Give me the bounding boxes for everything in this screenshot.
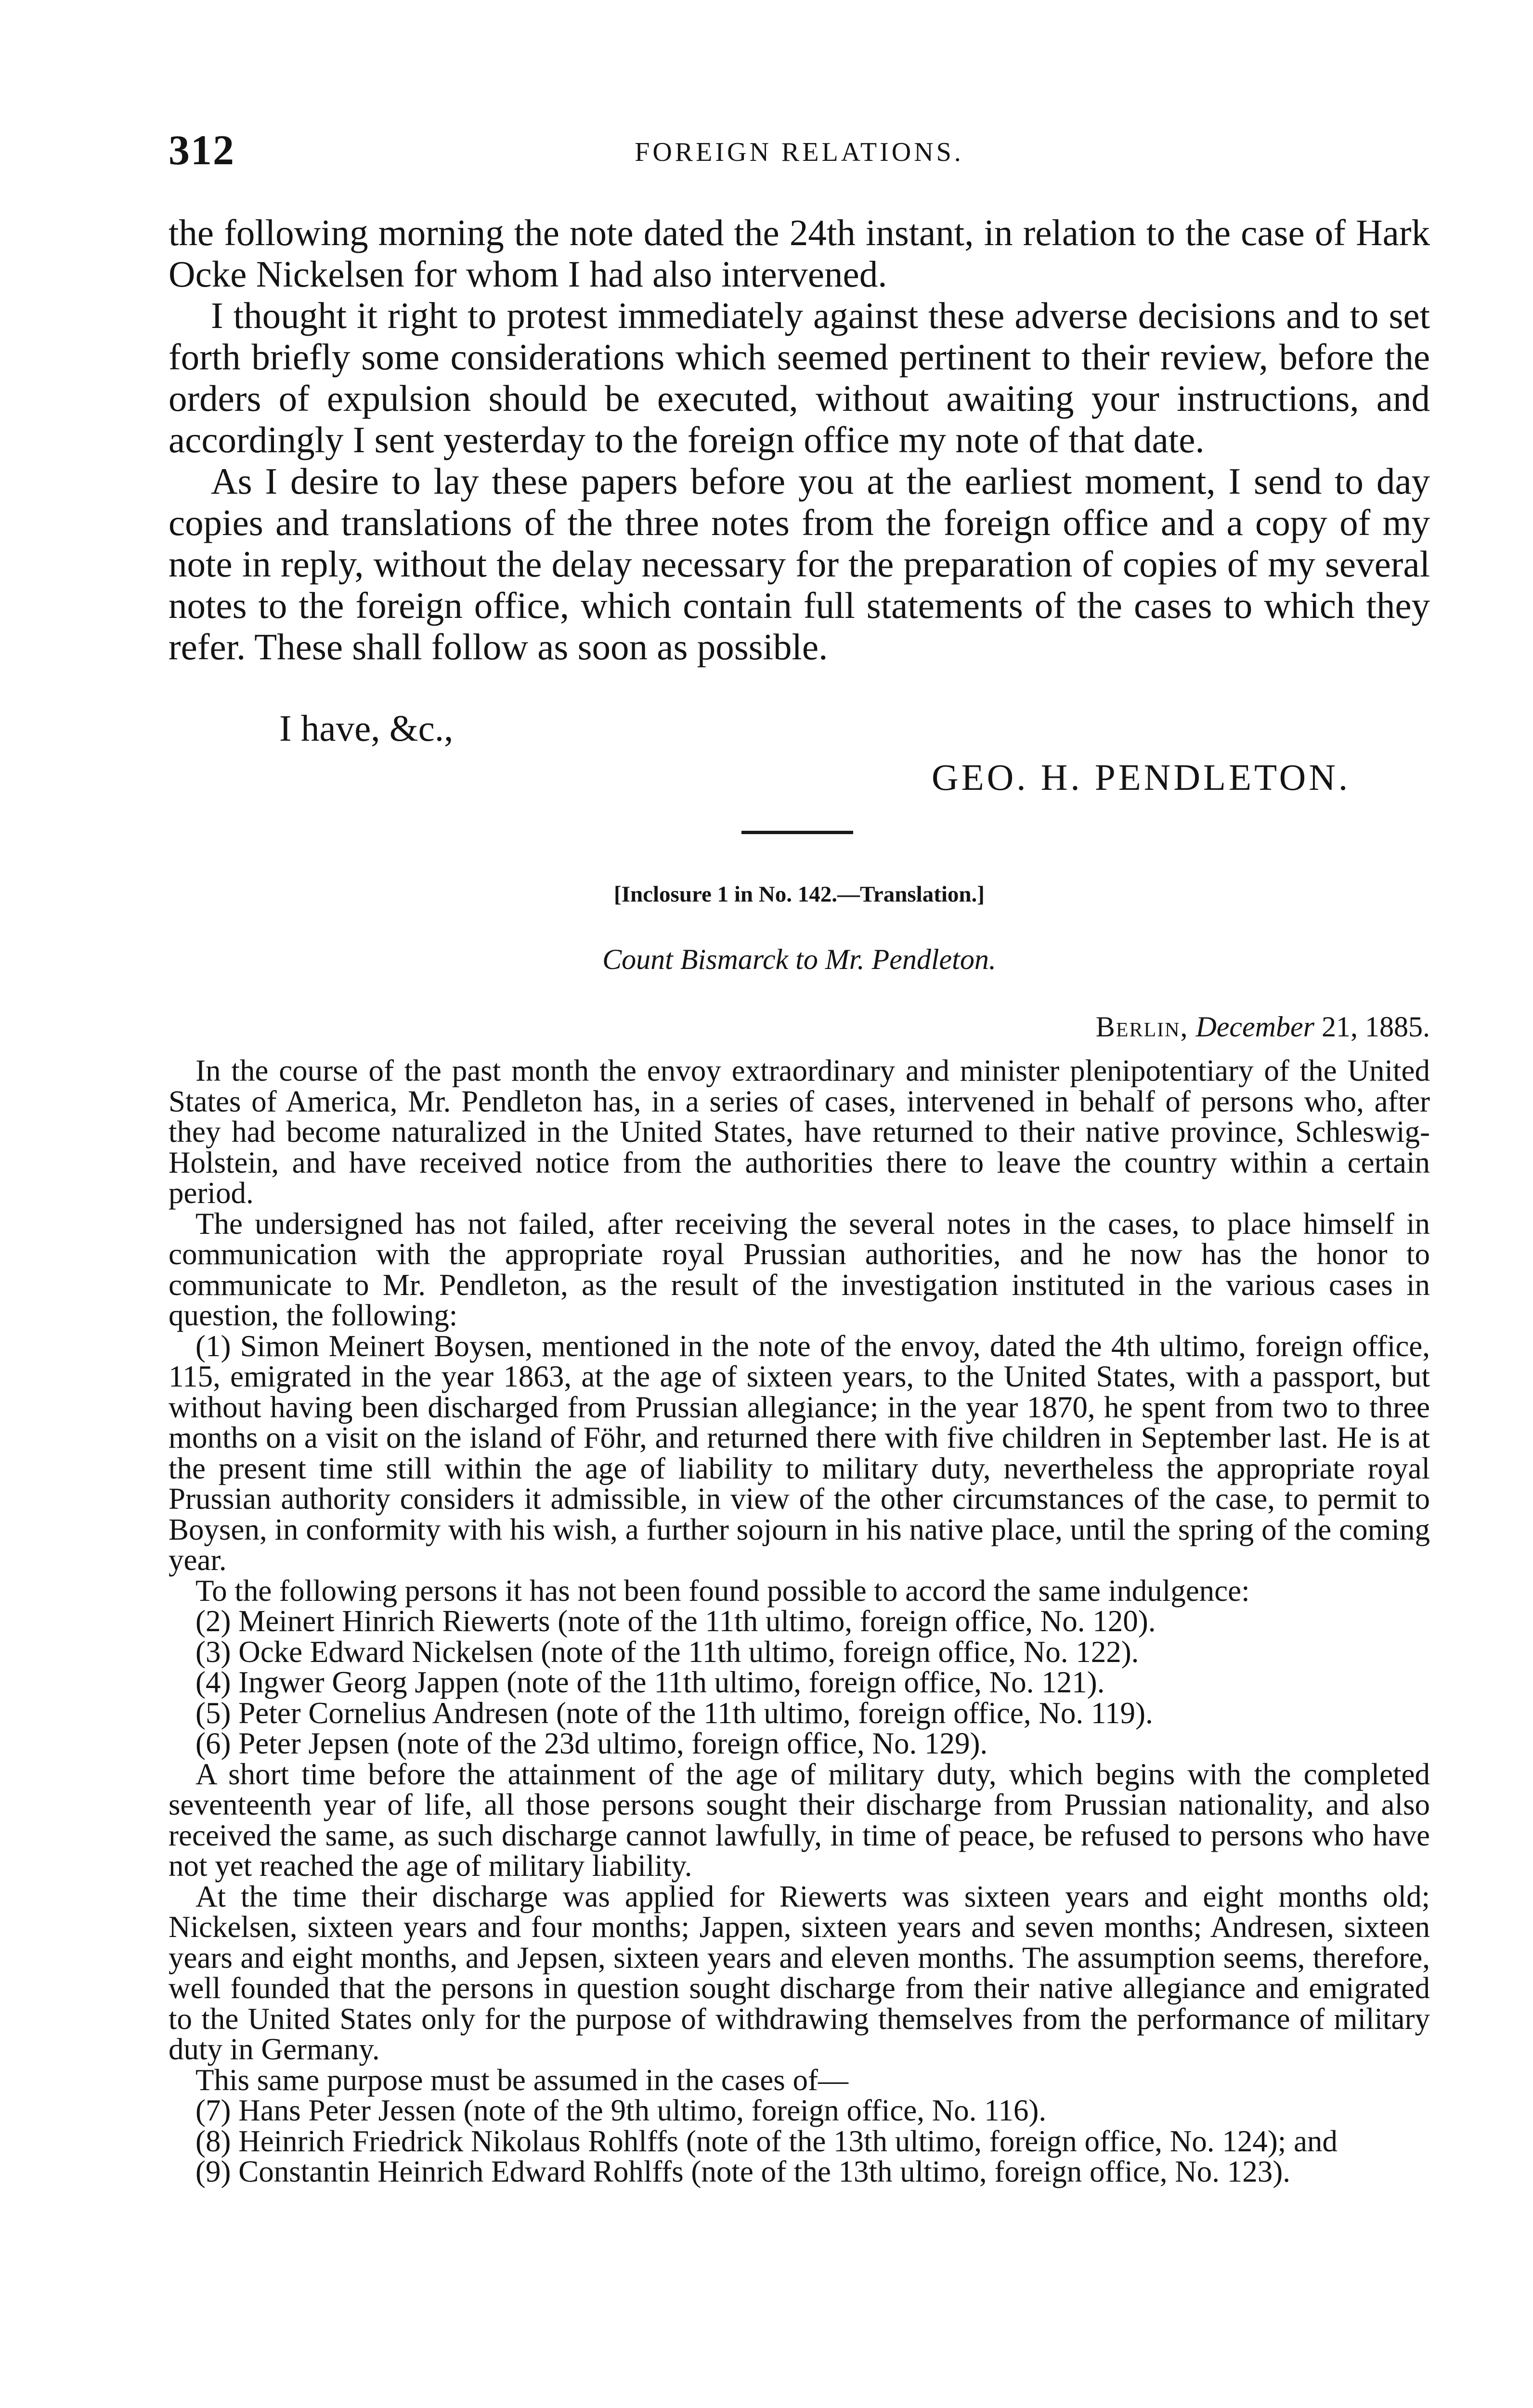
letter-item: (4) Ingwer Georg Jappen (note of the 11th ultimo, foreign office, No. 121). (195, 1665, 1105, 1699)
body-paragraph: the following morning the note dated the 24th instant, in relation to the case of Hark Ocke Nickelsen for whom I had also intervened. (169, 212, 1430, 295)
letter-item: (3) Ocke Edward Nickelsen (note of the 11th ultimo, foreign office, No. 122). (195, 1635, 1139, 1669)
letter-item: (8) Heinrich Friedrick Nikolaus Rohlffs (note of the 13th ultimo, foreign office, No. 124); and (195, 2124, 1338, 2158)
letter-paragraph: At the time their discharge was applied for Riewerts was sixteen years and eight months old; Nickelsen, sixteen years and four months; Jappen, sixteen years and seven months; Andresen, sixteen years and eight months, and Jepsen, sixteen years and eleven months. The assumption seems, therefore, well founded that the persons in question sought discharge from their native allegiance and emigrated to the United States only for the purpose of withdrawing themselves from the performance of military duty in Germany. (169, 1879, 1430, 2066)
letter-paragraph: In the course of the past month the envoy extraordinary and minister plenipotentiary of the United States of America, Mr. Pendleton has, in a series of cases, intervened in behalf of persons who, after they had become naturalized in the United States, have returned to their native province, Schleswig-Holstein, and have received notice from the authorities there to leave the country within a certain period. (169, 1054, 1430, 1210)
letter-item: (5) Peter Cornelius Andresen (note of the 11th ultimo, foreign office, No. 119). (195, 1696, 1153, 1730)
date-month: December (1195, 1011, 1314, 1043)
page-header (169, 126, 1430, 179)
body-paragraph: I thought it right to protest immediately against these adverse decisions and to set forth briefly some considerations which seemed pertinent to their review, before the orders of expulsion should be executed, without awaiting your instructions, and accordingly I sent yesterday to the foreign office my note of that date. (169, 295, 1430, 460)
letter-paragraph: To the following persons it has not been found possible to accord the same indulgence: (195, 1573, 1250, 1608)
letter-paragraph: This same purpose must be assumed in the cases of— (195, 2063, 848, 2097)
letter-item: (1) Simon Meinert Boysen, mentioned in the note of the envoy, dated the 4th ultimo, foreign office, 115, emigrated in the year 1863, at the age of sixteen years, to the United States, with a passport, but without having been discharged from Prussian allegiance; in the year 1870, he spent from two to three months on a visit on the island of Föhr, and returned there with five children in September last. He is at the present time still within the age of liability to military duty, nevertheless the appropriate royal Prussian authority considers it admissible, in view of the other circumstances of the case, to permit to Boysen, in conformity with his wish, a further sojourn in his native place, until the spring of the coming year. (169, 1329, 1430, 1577)
letter-body (169, 212, 1430, 667)
dateline (1096, 1010, 1430, 1044)
section-rule (741, 831, 853, 834)
signature: GEO. H. PENDLETON. (932, 757, 1351, 798)
letter-paragraph: The undersigned has not failed, after receiving the several notes in the cases, to place himself in communication with the appropriate royal Prussian authorities, and he now has the honor to communicate to Mr. Pendleton, as the result of the investigation instituted in the various cases in question, the following: (169, 1206, 1430, 1332)
closing-line: I have, &c., (279, 707, 454, 749)
letter-title: Count Bismarck to Mr. Pendleton. (602, 943, 996, 975)
inclosure-heading: [Inclosure 1 in No. 142.—Translation.] (614, 882, 985, 907)
letter-item: (9) Constantin Heinrich Edward Rohlffs (note of the 13th ultimo, foreign office, No. 123). (195, 2155, 1290, 2188)
running-title: FOREIGN RELATIONS. (635, 137, 964, 167)
inclosure-letter (169, 1056, 1430, 2187)
letter-item: (2) Meinert Hinrich Riewerts (note of the 11th ultimo, foreign office, No. 120). (195, 1604, 1156, 1638)
page-number: 312 (169, 127, 235, 174)
date-rest: 21, 1885. (1322, 1011, 1430, 1043)
letter-item: (7) Hans Peter Jessen (note of the 9th ultimo, foreign office, No. 116). (195, 2094, 1047, 2127)
letter-item: (6) Peter Jepsen (note of the 23d ultimo, foreign office, No. 129). (195, 1727, 988, 1760)
letter-paragraph: A short time before the attainment of the age of military duty, which begins with the completed seventeenth year of life, all those persons sought their discharge from Prussian nationality, and also received the same, as such discharge cannot lawfully, in time of peace, be refused to persons who have not yet reached the age of military liability. (169, 1757, 1430, 1883)
body-paragraph: As I desire to lay these papers before you at the earliest moment, I send to day copies and translations of the three notes from the foreign office and a copy of my note in reply, without the delay necessary for the preparation of copies of my several notes to the foreign office, which contain full statements of the cases to which they refer. These shall follow as soon as possible. (169, 460, 1430, 667)
date-city: Berlin, (1095, 1011, 1189, 1043)
